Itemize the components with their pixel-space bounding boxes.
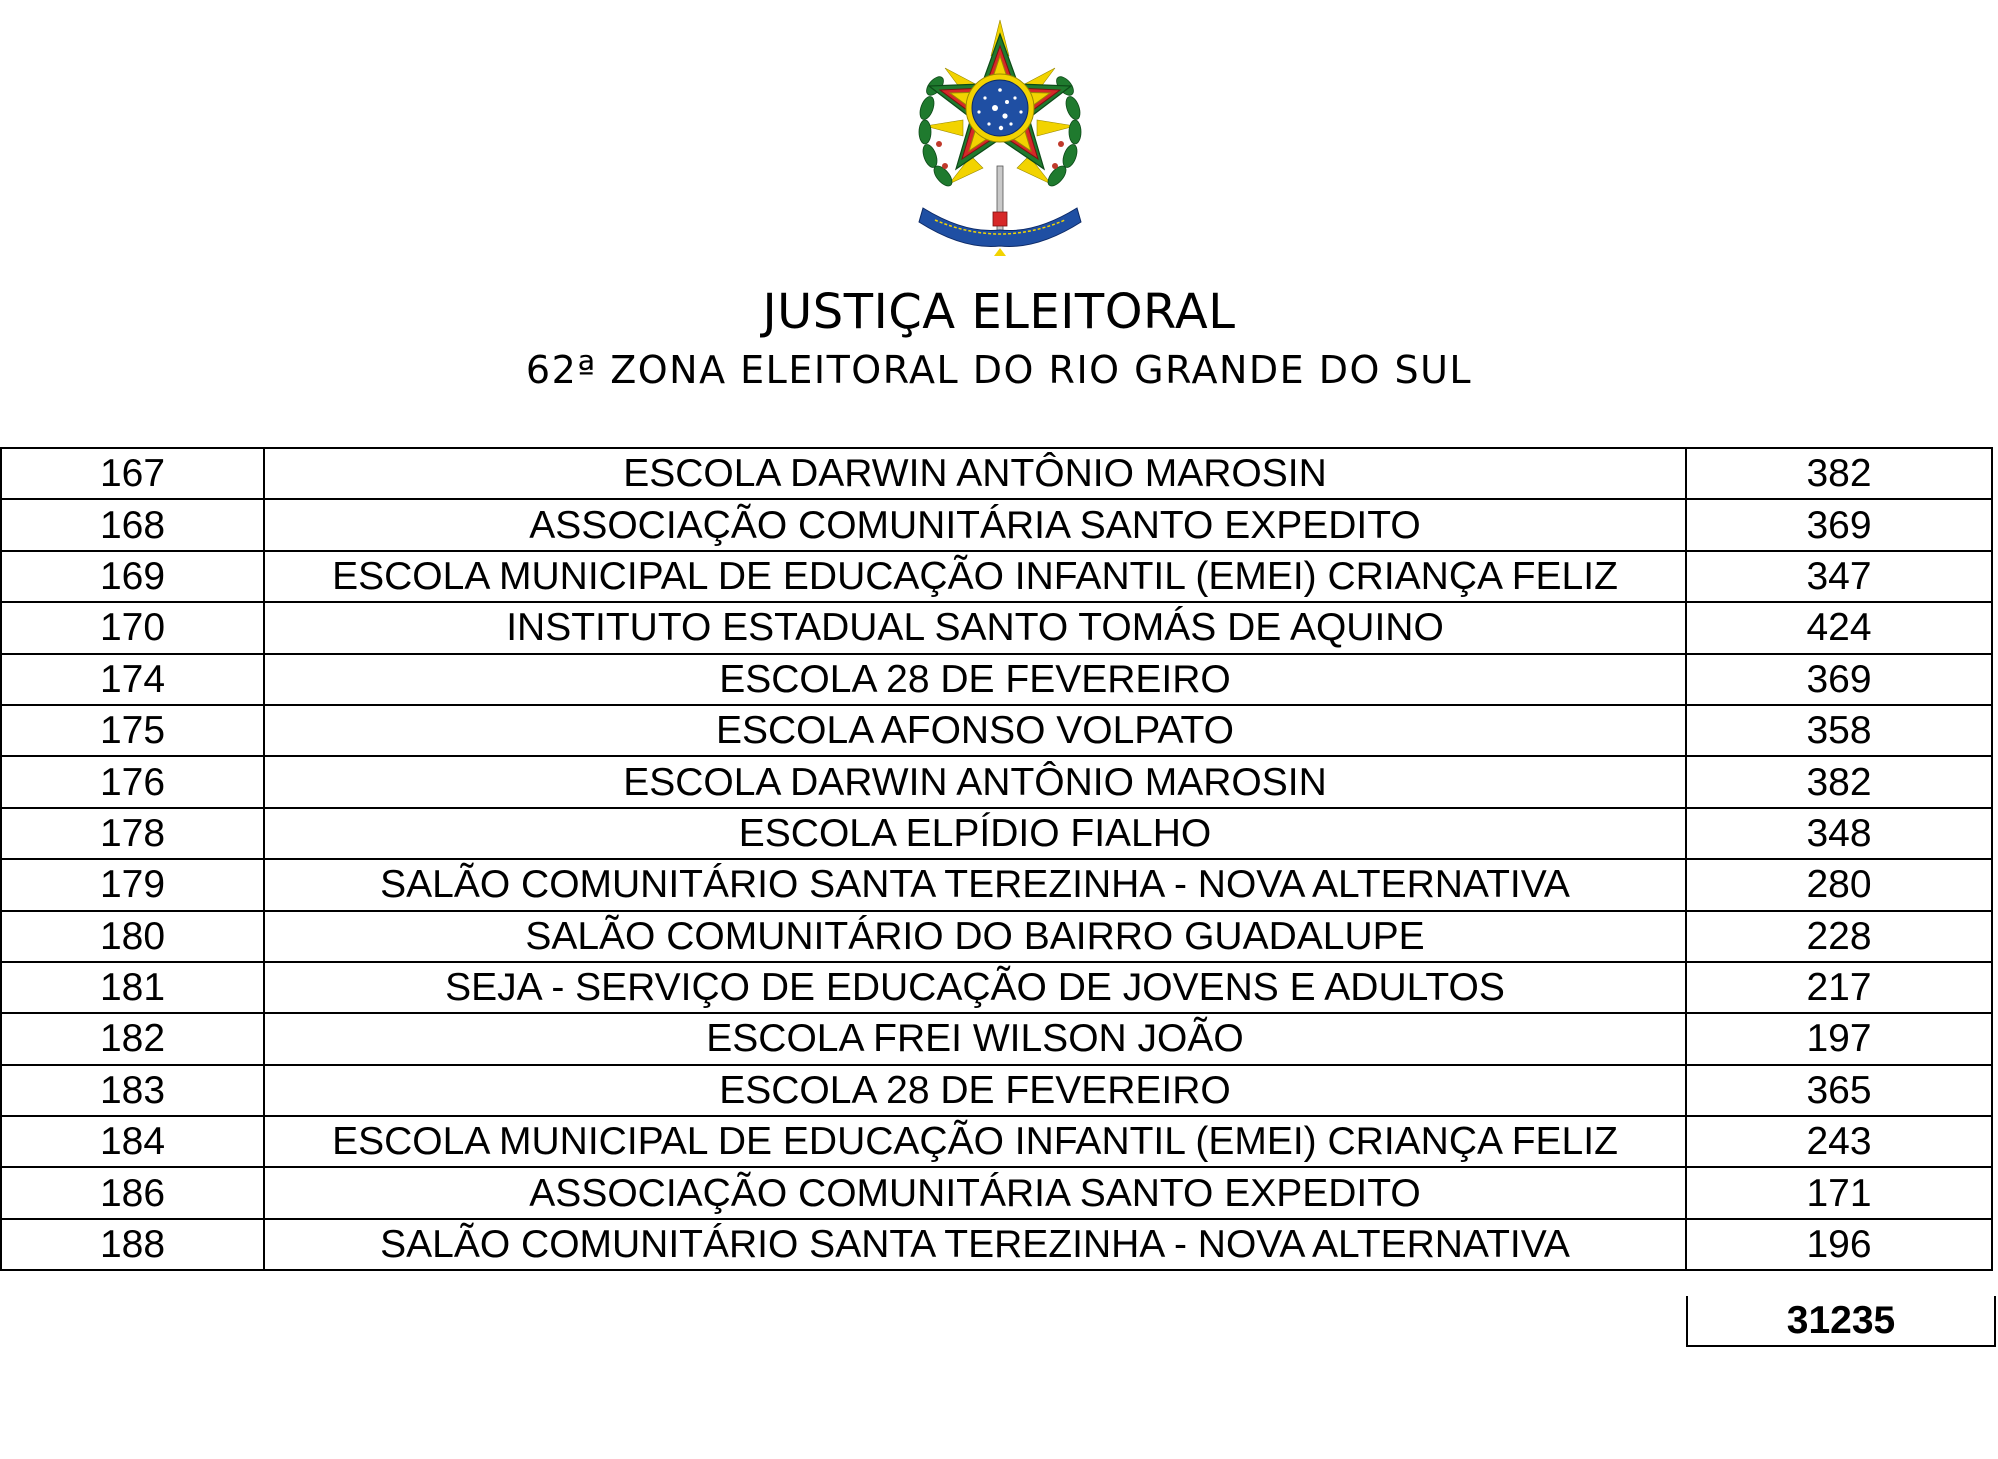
polling-sections-table: [0, 447, 1993, 1271]
table-row: [1, 859, 1992, 910]
voter-count: 382: [1686, 756, 1992, 807]
location-name: ESCOLA FREI WILSON JOÃO: [264, 1013, 1686, 1064]
voter-count: 365: [1686, 1065, 1992, 1116]
section-number: 183: [1, 1065, 264, 1116]
section-number: 186: [1, 1167, 264, 1218]
page-subtitle: 62ª ZONA ELEITORAL DO RIO GRANDE DO SUL: [525, 348, 1473, 392]
voter-count: 196: [1686, 1219, 1992, 1270]
section-number: 178: [1, 808, 264, 859]
table-row: [1, 705, 1992, 756]
location-name: ASSOCIAÇÃO COMUNITÁRIA SANTO EXPEDITO: [264, 499, 1686, 550]
location-name: ESCOLA DARWIN ANTÔNIO MAROSIN: [264, 448, 1686, 499]
section-number: 168: [1, 499, 264, 550]
section-number: 181: [1, 962, 264, 1013]
table-row: [1, 756, 1992, 807]
section-number: 180: [1, 911, 264, 962]
table-row: [1, 1167, 1992, 1218]
voter-count: 382: [1686, 448, 1992, 499]
section-number: 184: [1, 1116, 264, 1167]
section-number: 169: [1, 551, 264, 602]
section-number: 182: [1, 1013, 264, 1064]
location-name: INSTITUTO ESTADUAL SANTO TOMÁS DE AQUINO: [264, 602, 1686, 653]
voter-count: 424: [1686, 602, 1992, 653]
location-name: SALÃO COMUNITÁRIO SANTA TEREZINHA - NOVA ALTERNATIVA: [264, 1219, 1686, 1270]
location-name: ESCOLA AFONSO VOLPATO: [264, 705, 1686, 756]
location-name: SALÃO COMUNITÁRIO SANTA TEREZINHA - NOVA ALTERNATIVA: [264, 859, 1686, 910]
total-voters: 31235: [1686, 1296, 1996, 1347]
location-name: ESCOLA ELPÍDIO FIALHO: [264, 808, 1686, 859]
section-number: 175: [1, 705, 264, 756]
location-name: ESCOLA MUNICIPAL DE EDUCAÇÃO INFANTIL (EMEI) CRIANÇA FELIZ: [264, 1116, 1686, 1167]
voter-count: 369: [1686, 654, 1992, 705]
table-row: [1, 808, 1992, 859]
page-title: JUSTIÇA ELEITORAL: [762, 284, 1236, 340]
voter-count: 197: [1686, 1013, 1992, 1064]
section-number: 174: [1, 654, 264, 705]
table-row: [1, 1116, 1992, 1167]
table-row: [1, 911, 1992, 962]
table-row: [1, 654, 1992, 705]
voter-count: 369: [1686, 499, 1992, 550]
coat-of-arms-icon: [905, 16, 1095, 256]
location-name: ESCOLA DARWIN ANTÔNIO MAROSIN: [264, 756, 1686, 807]
table-row: [1, 1065, 1992, 1116]
location-name: ASSOCIAÇÃO COMUNITÁRIA SANTO EXPEDITO: [264, 1167, 1686, 1218]
location-name: ESCOLA MUNICIPAL DE EDUCAÇÃO INFANTIL (EMEI) CRIANÇA FELIZ: [264, 551, 1686, 602]
section-number: 188: [1, 1219, 264, 1270]
table-row: [1, 551, 1992, 602]
table-row: [1, 448, 1992, 499]
table-row: [1, 602, 1992, 653]
section-number: 176: [1, 756, 264, 807]
section-number: 167: [1, 448, 264, 499]
voter-count: 280: [1686, 859, 1992, 910]
location-name: ESCOLA 28 DE FEVEREIRO: [264, 654, 1686, 705]
voter-count: 228: [1686, 911, 1992, 962]
section-number: 170: [1, 602, 264, 653]
table-row: [1, 962, 1992, 1013]
voter-count: 358: [1686, 705, 1992, 756]
table-row: [1, 499, 1992, 550]
voter-count: 348: [1686, 808, 1992, 859]
table-row: [1, 1219, 1992, 1270]
location-name: SALÃO COMUNITÁRIO DO BAIRRO GUADALUPE: [264, 911, 1686, 962]
voter-count: 243: [1686, 1116, 1992, 1167]
section-number: 179: [1, 859, 264, 910]
location-name: SEJA - SERVIÇO DE EDUCAÇÃO DE JOVENS E ADULTOS: [264, 962, 1686, 1013]
voter-count: 347: [1686, 551, 1992, 602]
voter-count: 171: [1686, 1167, 1992, 1218]
location-name: ESCOLA 28 DE FEVEREIRO: [264, 1065, 1686, 1116]
table-row: [1, 1013, 1992, 1064]
voter-count: 217: [1686, 962, 1992, 1013]
